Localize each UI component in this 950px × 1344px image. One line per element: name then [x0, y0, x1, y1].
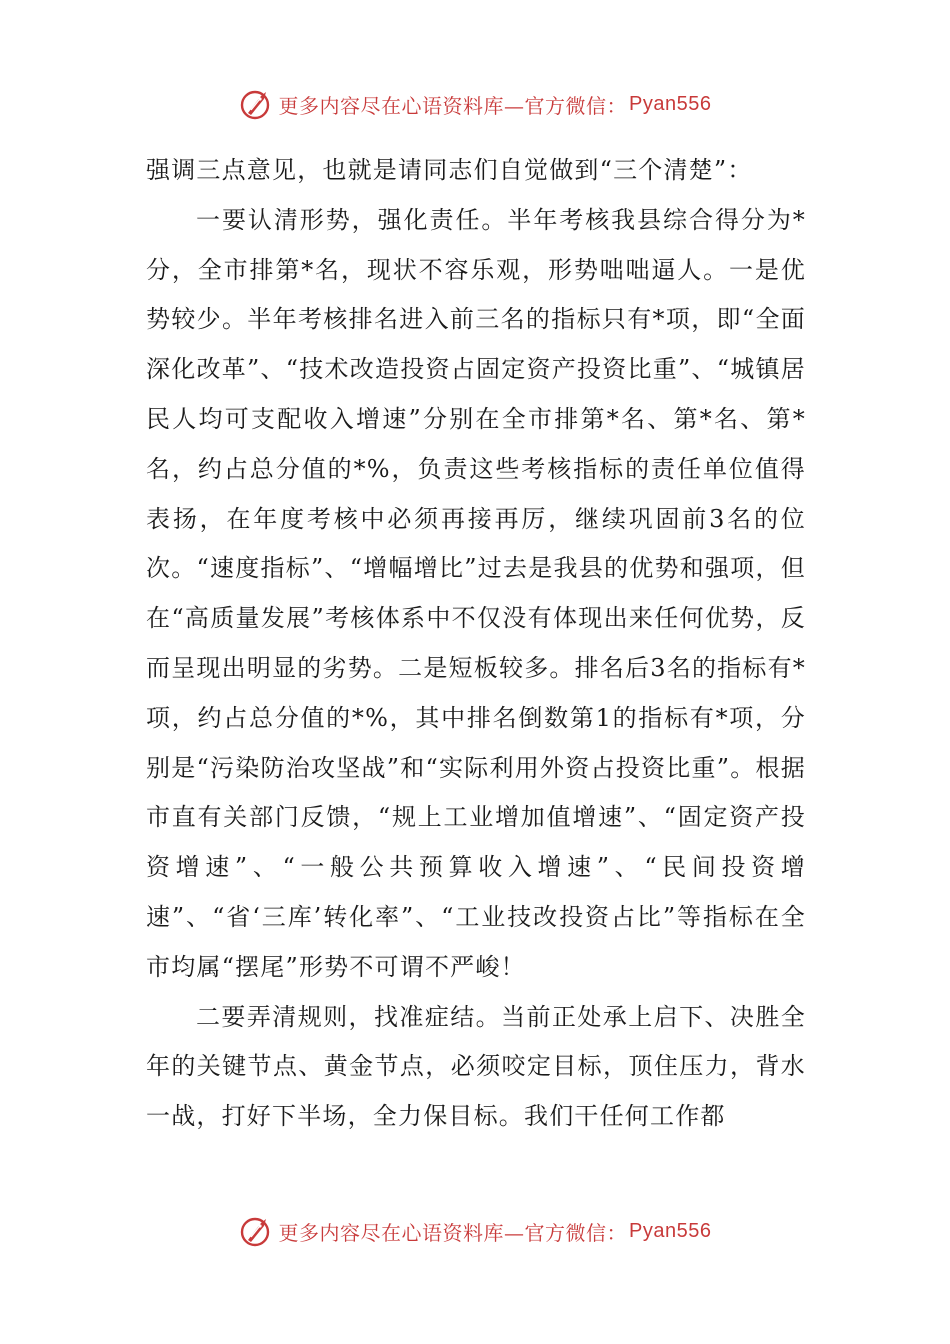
pen-nib-logo-icon: [239, 86, 275, 122]
watermark-wechat-id: Pyan556: [629, 92, 712, 115]
paragraph-point-one: 一要认清形势，强化责任。半年考核我县综合得分为*分，全市排第*名，现状不容乐观，形势咄咄逼人。一是优势较少。半年考核排名进入前三名的指标只有*项，即“全面深化改革”、“技术改造投资占固定资产投资比重”、“城镇居民人均可支配收入增速”分别在全市排第*名、第*名、第*名，约占总分值的*%，负责这些考核指标的责任单位值得表扬，在年度考核中必须再接再厉，继续巩固前3名的位次。“速度指标”、“增幅增比”过去是我县的优势和强项，但在“高质量发展”考核体系中不仅没有体现出来任何优势，反而呈现出明显的劣势。二是短板较多。排名后3名的指标有*项，约占总分值的*%，其中排名倒数第1的指标有*项，分别是“污染防治攻坚战”和“实际利用外资占投资比重”。根据市直有关部门反馈，“规上工业增加值增速”、“固定资产投资增速”、“一般公共预算收入增速”、“民间投资增速”、“省‘三库’转化率”、“工业技改投资占比”等指标在全市均属“摆尾”形势不可谓不严峻！: [146, 205, 806, 981]
watermark-text: 更多内容尽在心语资料库—官方微信：: [278, 93, 628, 118]
paragraph-point-two: 二要弄清规则，找准症结。当前正处承上启下、决胜全年的关键节点、黄金节点，必须咬定目标，顶住压力，背水一战，打好下半场，全力保目标。我们干任何工作都: [146, 1002, 806, 1131]
footer-watermark: [0, 1211, 950, 1251]
watermark-text: 更多内容尽在心语资料库—官方微信：: [278, 1220, 628, 1245]
watermark-wechat-id: Pyan556: [629, 1219, 712, 1242]
header-watermark: [0, 84, 950, 124]
pen-nib-logo-icon: [239, 1213, 275, 1249]
document-body: [146, 146, 806, 1142]
paragraph-intro: 强调三点意见，也就是请同志们自觉做到“三个清楚”：: [146, 156, 753, 184]
